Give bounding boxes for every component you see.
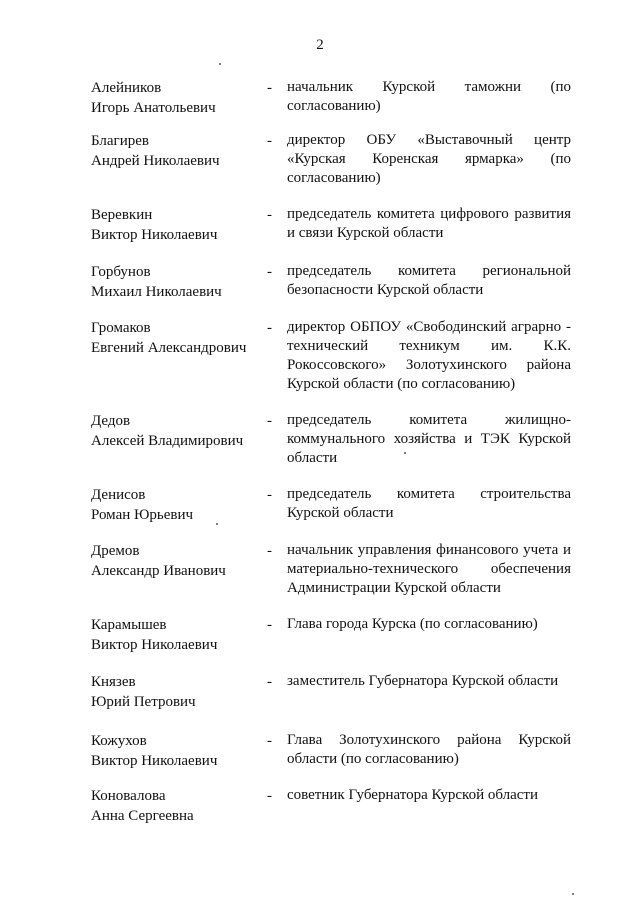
member-given-names: Михаил Николаевич [91, 284, 222, 300]
member-position: директор ОБПОУ «Свободинский аграрно - технический техникум им. К.К. Рокоссовского» Золотухинского района Курской области (по согласованию) [287, 319, 571, 392]
member-name [91, 411, 261, 451]
member-surname: Князев [91, 674, 136, 690]
member-name [91, 262, 261, 302]
member-surname: Денисов [91, 487, 146, 503]
member-surname: Алейников [91, 80, 162, 96]
member-name [91, 78, 261, 118]
list-dash: - [267, 264, 272, 280]
member-position: Глава Золотухинского района Курской области (по согласованию) [287, 732, 571, 767]
list-dash: - [267, 320, 272, 336]
member-name [91, 131, 261, 171]
member-position: начальник управления финансового учета и материально-технического обеспечения Администрации Курской области [287, 542, 571, 596]
member-position: Глава города Курска (по согласованию) [287, 616, 538, 632]
list-dash: - [267, 413, 272, 429]
member-surname: Благирев [91, 133, 149, 149]
member-position: председатель комитета региональной безопасности Курской области [287, 263, 571, 298]
page-number: 2 [316, 37, 324, 53]
list-dash: - [267, 733, 272, 749]
list-dash: - [267, 788, 272, 804]
member-name [91, 731, 261, 771]
member-position: председатель комитета цифрового развития и связи Курской области [287, 206, 571, 241]
member-surname: Дремов [91, 543, 140, 559]
member-given-names: Игорь Анатольевич [91, 100, 216, 116]
member-given-names: Андрей Николаевич [91, 153, 220, 169]
member-name [91, 485, 261, 525]
member-position: председатель комитета строительства Курской области [287, 486, 571, 521]
member-name [91, 318, 261, 358]
scan-speck [572, 893, 574, 895]
list-dash: - [267, 207, 272, 223]
member-given-names: Александр Иванович [91, 563, 226, 579]
member-position: директор ОБУ «Выставочный центр «Курская Коренская ярмарка» (по согласованию) [287, 132, 571, 186]
member-given-names: Юрий Петрович [91, 694, 196, 710]
member-given-names: Виктор Николаевич [91, 227, 218, 243]
member-entry [0, 318, 640, 408]
member-position: заместитель Губернатора Курской области [287, 673, 559, 689]
member-name [91, 541, 261, 581]
member-given-names: Анна Сергеевна [91, 808, 194, 824]
list-dash: - [267, 617, 272, 633]
member-name [91, 205, 261, 245]
list-dash: - [267, 133, 272, 149]
member-surname: Горбунов [91, 264, 151, 280]
member-name [91, 672, 261, 712]
member-name [91, 786, 261, 826]
member-position: начальник Курской таможни (по согласованию) [287, 79, 571, 114]
member-given-names: Виктор Николаевич [91, 637, 218, 653]
scan-speck [216, 523, 218, 525]
list-dash: - [267, 487, 272, 503]
member-surname: Громаков [91, 320, 151, 336]
member-position: председатель комитета жилищно-коммунального хозяйства и ТЭК Курской области [287, 412, 571, 466]
member-given-names: Алексей Владимирович [91, 433, 244, 449]
member-name [91, 615, 261, 655]
member-surname: Веревкин [91, 207, 153, 223]
member-given-names: Евгений Александрович [91, 340, 247, 356]
member-surname: Кожухов [91, 733, 147, 749]
scan-speck [404, 452, 406, 454]
member-entry [0, 786, 640, 876]
list-dash: - [267, 80, 272, 96]
list-dash: - [267, 674, 272, 690]
list-dash: - [267, 543, 272, 559]
scan-speck [219, 63, 221, 65]
member-surname: Дедов [91, 413, 131, 429]
member-given-names: Виктор Николаевич [91, 753, 218, 769]
member-position: советник Губернатора Курской области [287, 787, 538, 803]
member-surname: Коновалова [91, 788, 166, 804]
member-given-names: Роман Юрьевич [91, 507, 194, 523]
member-surname: Карамышев [91, 617, 167, 633]
